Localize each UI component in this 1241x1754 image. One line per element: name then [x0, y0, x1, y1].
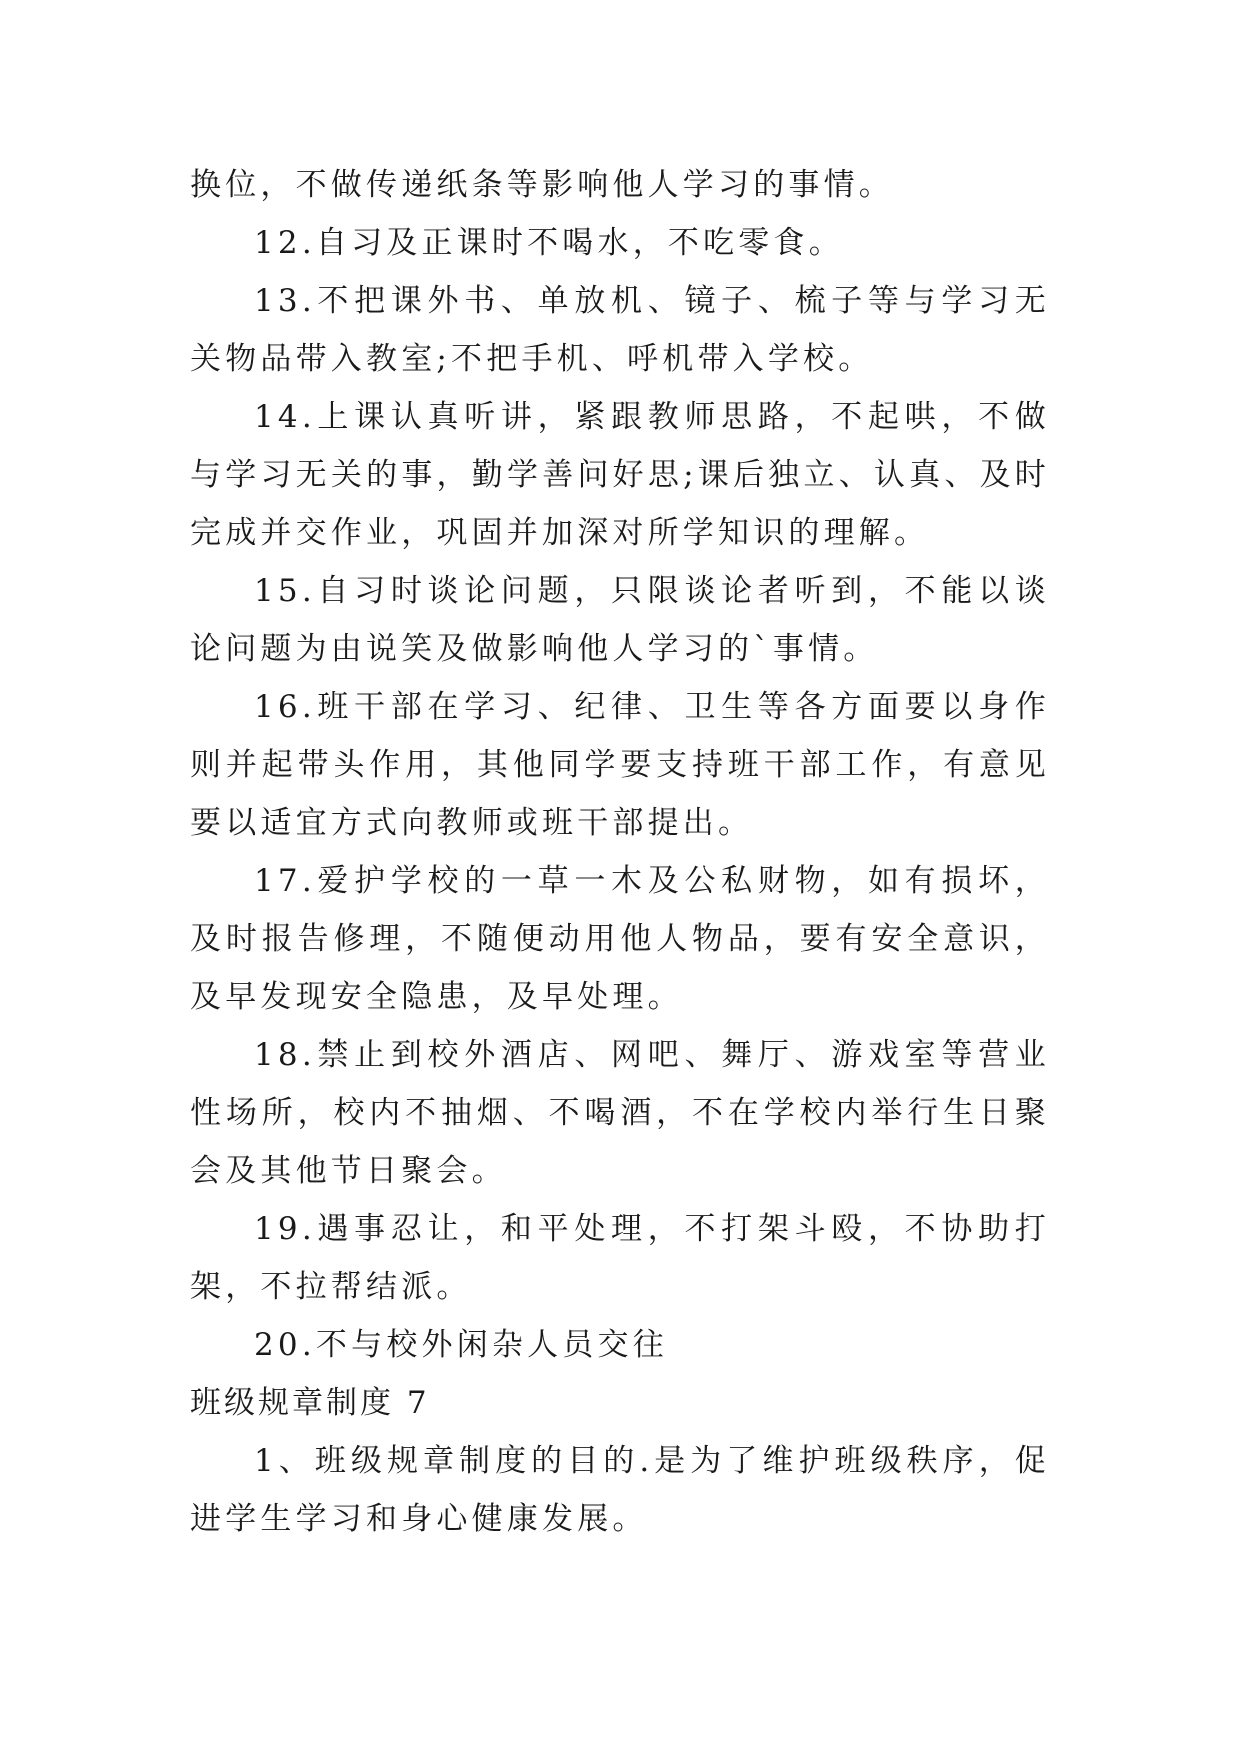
- rule-item-12: 12.自习及正课时不喝水，不吃零食。: [254, 225, 844, 261]
- section-paragraph-1: 1、班级规章制度的目的.是为了维护班级秩序，促进学生学习和身心健康发展。: [190, 1443, 1050, 1537]
- rule-item-14: 14.上课认真听讲，紧跟教师思路，不起哄，不做与学习无关的事，勤学善问好思;课后独立、认真、及时完成并交作业，巩固并加深对所学知识的理解。: [190, 399, 1050, 551]
- rule-item-17: 17.爱护学校的一草一木及公私财物，如有损坏，及时报告修理，不随便动用他人物品，要有安全意识，及早发现安全隐患，及早处理。: [190, 863, 1050, 1015]
- paragraph-continuation: 换位，不做传递纸条等影响他人学习的事情。: [190, 167, 894, 203]
- document-body: [190, 156, 1050, 1548]
- rule-item-13: 13.不把课外书、单放机、镜子、梳子等与学习无关物品带入教室;不把手机、呼机带入学校。: [190, 283, 1050, 377]
- rule-item-18: 18.禁止到校外酒店、网吧、舞厅、游戏室等营业性场所，校内不抽烟、不喝酒，不在学校内举行生日聚会及其他节日聚会。: [190, 1037, 1050, 1189]
- section-heading: 班级规章制度 7: [190, 1385, 430, 1421]
- rule-item-16: 16.班干部在学习、纪律、卫生等各方面要以身作则并起带头作用，其他同学要支持班干部工作，有意见要以适宜方式向教师或班干部提出。: [190, 689, 1050, 841]
- rule-item-19: 19.遇事忍让，和平处理，不打架斗殴，不协助打架，不拉帮结派。: [190, 1211, 1050, 1305]
- rule-item-15: 15.自习时谈论问题，只限谈论者听到，不能以谈论问题为由说笑及做影响他人学习的`事情。: [190, 573, 1050, 667]
- rule-item-20: 20.不与校外闲杂人员交往: [254, 1327, 668, 1363]
